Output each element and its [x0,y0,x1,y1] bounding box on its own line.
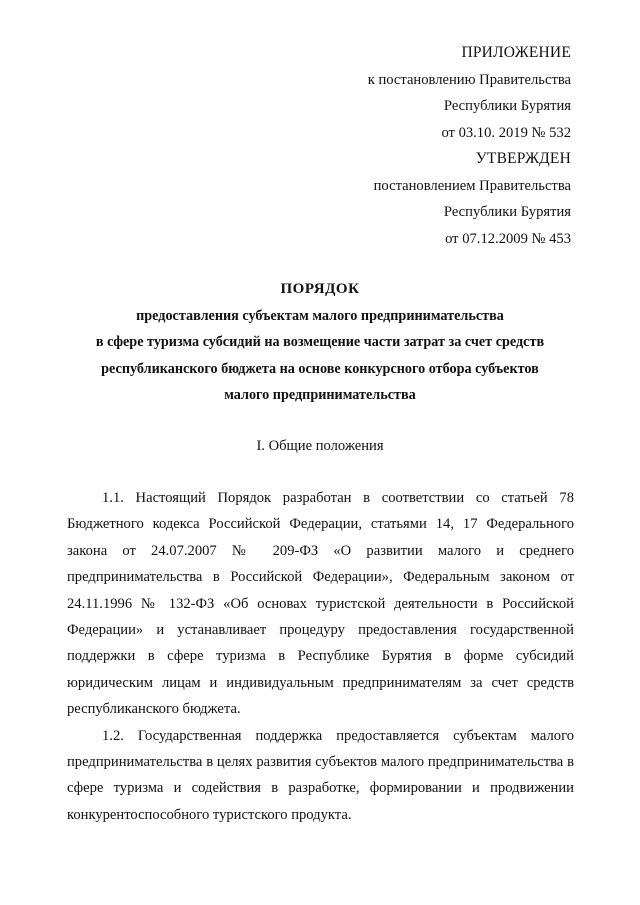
title-line: предоставления субъектам малого предпринимательства [136,307,504,324]
title-line: республиканского бюджета на основе конкурсного отбора субъектов [101,360,539,377]
approved-date-number: от 07.12.2009 № 453 [445,230,571,247]
document-title [60,276,580,409]
approved-line: постановлением Правительства [373,177,571,194]
document-body [67,485,574,828]
appendix-date-number: от 03.10. 2019 № 532 [441,124,571,141]
appendix-label: ПРИЛОЖЕНИЕ [461,44,571,61]
title-line: в сфере туризма субсидий на возмещение части затрат за счет средств [95,334,545,350]
paragraph-1-1: 1.1. Настоящий Порядок разработан в соответствии со статьей 78 Бюджетного кодекса Российской Федерации, статьями 14, 17 Федерального закона от 24.07.2007 № 209-ФЗ «О развитии малого и среднего предпринимательства в Российской Федерации», Федеральным законом от 24.11.1996 № 132-ФЗ «Об основах туристской деятельности в Российской Федерации» и устанавливает процедуру предоставления государственной поддержки в сфере туризма в Республике Бурятия в форме субсидий юридическим лицам и индивидуальным предпринимателям за счет средств республиканского бюджета. [67,490,574,718]
appendix-line: к постановлению Правительства [367,71,571,88]
title-main: ПОРЯДОК [280,281,360,297]
approved-line: Республики Бурятия [443,204,571,220]
approved-label: УТВЕРЖДЕН [475,150,571,167]
paragraph-1-2: 1.2. Государственная поддержка предоставляется субъектам малого предпринимательства в целях развития субъектов малого предпринимательства в сфере туризма и содействия в разработке, формировании и продвижении конкурентоспособного туристского продукта. [67,727,574,823]
appendix-line: Республики Бурятия [443,98,571,114]
section-heading: I. Общие положения [256,438,384,454]
title-line: малого предпринимательства [224,387,416,403]
approval-header [368,40,571,252]
